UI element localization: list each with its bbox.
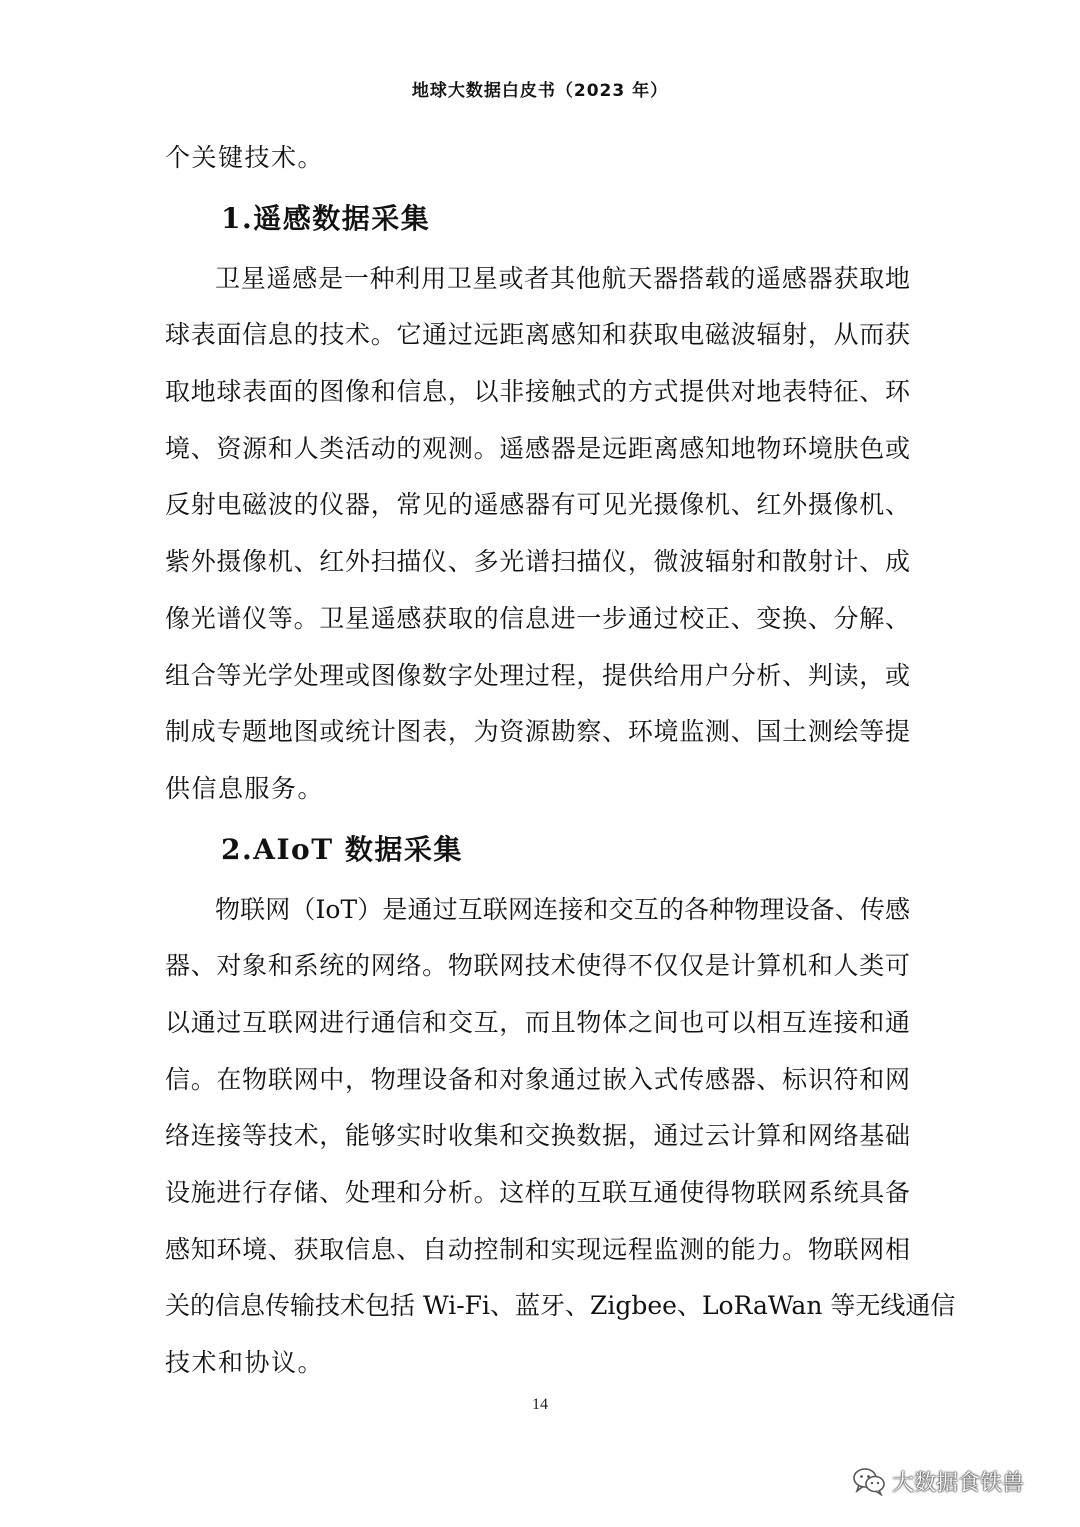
text-line: 物联网（IoT）是通过互联网连接和交互的各种物理设备、传感 <box>215 894 910 924</box>
text-line: 境、资源和人类活动的观测。遥感器是远距离感知地物环境肤色或 <box>165 433 910 463</box>
document-body <box>165 130 956 1392</box>
text-line: 络连接等技术，能够实时收集和交换数据，通过云计算和网络基础 <box>165 1121 910 1151</box>
watermark-text: 大数据食铁兽 <box>892 1470 1025 1496</box>
text-line: 技术和协议。 <box>165 1348 325 1378</box>
section-heading-aiot: 2.AIoT 数据采集 <box>221 832 463 866</box>
watermark <box>852 1463 1024 1499</box>
text-line: 制成专题地图或统计图表，为资源勘察、环境监测、国土测绘等提 <box>165 717 910 747</box>
text-line: 感知环境、获取信息、自动控制和实现远程监测的能力。物联网相 <box>165 1234 910 1264</box>
running-header: 地球大数据白皮书（2023 年） <box>411 81 669 101</box>
page-number: 14 <box>532 1396 548 1413</box>
wechat-icon <box>852 1466 886 1496</box>
text-line: 取地球表面的图像和信息，以非接触式的方式提供对地表特征、环 <box>165 377 910 407</box>
section-heading-remote-sensing: 1.遥感数据采集 <box>221 201 431 235</box>
text-line: 组合等光学处理或图像数字处理过程，提供给用户分析、判读，或 <box>165 660 910 690</box>
text-line: 以通过互联网进行通信和交互，而且物体之间也可以相互连接和通 <box>165 1007 910 1037</box>
text-line: 紫外摄像机、红外扫描仪、多光谱扫描仪，微波辐射和散射计、成 <box>165 547 910 577</box>
text-line: 器、对象和系统的网络。物联网技术使得不仅仅是计算机和人类可 <box>165 951 910 981</box>
paragraph-remote-sensing <box>165 251 910 818</box>
text-line: 像光谱仪等。卫星遥感获取的信息进一步通过校正、变换、分解、 <box>165 603 910 633</box>
text-line: 卫星遥感是一种利用卫星或者其他航天器搭载的遥感器获取地 <box>215 263 910 293</box>
text-line: 供信息服务。 <box>165 773 325 803</box>
text-line: 反射电磁波的仪器，常见的遥感器有可见光摄像机、红外摄像机、 <box>165 490 910 520</box>
text-line: 关的信息传输技术包括 Wi-Fi、蓝牙、Zigbee、LoRaWan 等无线通信 <box>165 1291 956 1321</box>
lead-line: 个关键技术。 <box>165 143 325 172</box>
text-line: 设施进行存储、处理和分析。这样的互联互通使得物联网系统具备 <box>165 1178 910 1207</box>
text-line: 球表面信息的技术。它通过远距离感知和获取电磁波辐射，从而获 <box>165 320 910 350</box>
paragraph-aiot <box>165 882 956 1392</box>
text-line: 信。在物联网中，物理设备和对象通过嵌入式传感器、标识符和网 <box>165 1064 910 1094</box>
